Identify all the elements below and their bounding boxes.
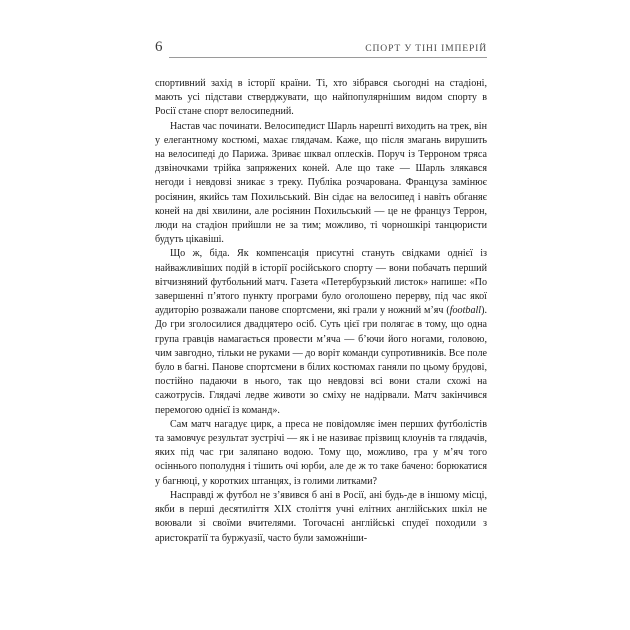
paragraph-4: Сам матч нагадує цирк, а преса не повідомляє імен перших футболістів та замовчує результат зустрічі — як і не називає прізвищ клоунів та глядачів, яких під час гри заляпано водою. Тому що, можливо, гра у м’яч того осіннього пополудня і тішить очі юрби, але де ж то таке бачено: борюкатися у багнюці, у коротких штанцях, із голими литками? — [155, 418, 487, 487]
paragraph-2: Настав час починати. Велосипедист Шарль нарешті виходить на трек, він у елегантному костюмі, махає глядачам. Каже, що після змагань вирушить на велосипеді до Парижа. Зриває шквал оплесків. Поруч із Терроном тряса дзвіночками трійка запряжених коней. Але що таке — Шарль злякався негоди і невдовзі зникає з треку. Публіка розчарована. Француза замінює росіянин, якийсь там Похильський. Він сідає на велосипед і навіть обганяє коней на дві хвилини, але росіянин Похильський — це не француз Террон, люди на стадіон прийшли не за тим; можливо, ті чорношкірі танцюристи будуть цікавіші. — [155, 120, 487, 246]
paragraph-3-part-before: Що ж, біда. Як компенсація присутні стануть свідками однієї із найважливіших подій в історії російського спорту — вони побачать перший вітчизняний футбольний матч. Газета «Петербурзький листок» напише: «По завершенні п’ятого пункту програми було оголошено перерву, під час якої аудиторію розважали панове спортсмени, які грали у ножний м’яч ( — [155, 248, 487, 317]
paragraph-3-part-after: ). До гри зголосилися двадцятеро осіб. Суть цієї гри полягає в тому, що одна група гравців намагається провести м’яча — б’ючи його ногами, головою, чим завгодно, тільки не руками — до воріт команди супротивників. Все поле було в багні. Панове спортсмени в білих костюмах ганяли по цьому брудові, постійно падаючи в нього, так що невдовзі всі вони стали схожі на сажотрусів. Глядачі ледве животи зо сміху не надірвали. Матч закінчився перемогою однієї із команд». — [155, 305, 487, 416]
paragraph-3 — [155, 247, 487, 417]
running-head-title: СПОРТ У ТІНІ ІМПЕРІЙ — [365, 43, 487, 54]
paragraph-1: спортивний захід в історії країни. Ті, хто зібрався сьогодні на стадіоні, мають усі підстави стверджувати, що найпопулярнішим видом спорту в Росії стане спорт велосипедний. — [155, 78, 487, 118]
paragraph-5: Насправді ж футбол не з’явився б ані в Росії, ані будь-де в іншому місці, якби в перші десятиліття XIX століття учні елітних англійських шкіл не воювали зі своїми вчителями. Тогочасні англійські спудеї походили з аристократії та буржуазії, часто були заможніши- — [155, 489, 487, 544]
body-text-block — [155, 77, 487, 546]
page-number: 6 — [155, 39, 163, 55]
running-head — [155, 40, 487, 62]
horizontal-rule — [169, 57, 487, 58]
running-head-rule-wrap — [169, 43, 487, 55]
foreign-term-football: football — [449, 305, 482, 317]
